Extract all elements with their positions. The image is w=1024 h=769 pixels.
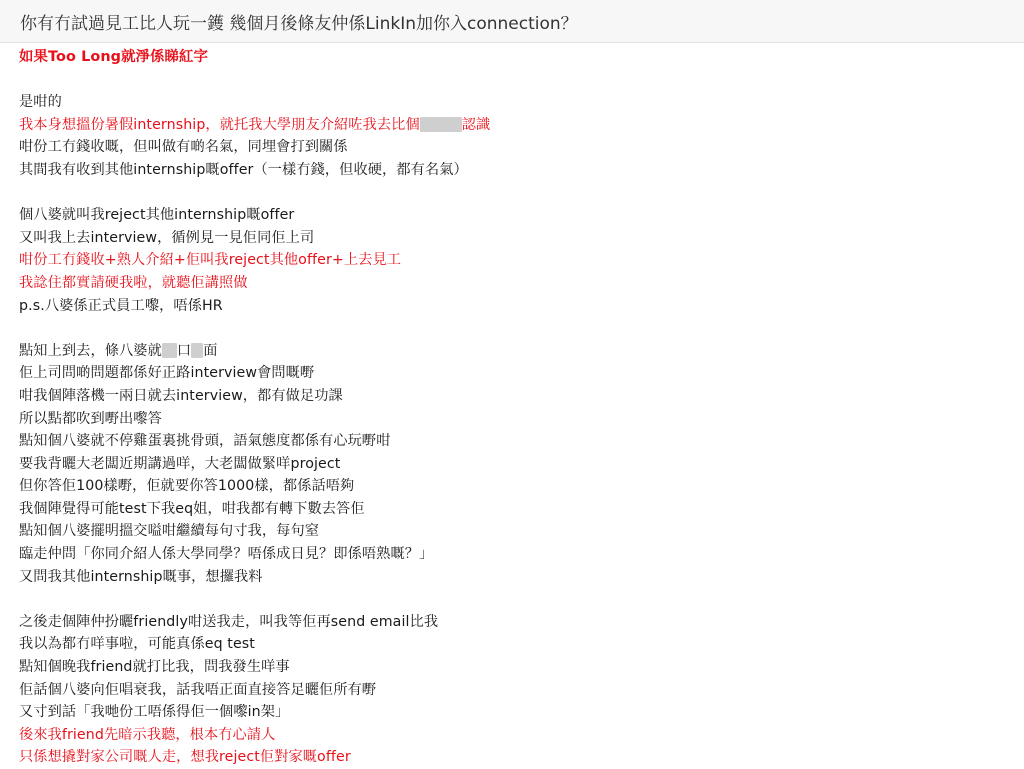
text-line: 但你答佢100樣嘢，佢就要你答1000樣，都係話唔夠 bbox=[19, 478, 355, 495]
redacted-block bbox=[191, 343, 203, 358]
text-line bbox=[19, 340, 1024, 363]
paragraph-gap bbox=[19, 182, 1024, 205]
text-segment: 口 bbox=[176, 342, 192, 359]
text-line-highlight: 只係想撬對家公司嘅人走，想我reject佢對家嘅offer bbox=[19, 749, 351, 766]
text-line: 是咁的 bbox=[19, 94, 62, 111]
text-line: 佢話個八婆向佢唱衰我，話我唔正面直接答足曬佢所有嘢 bbox=[19, 681, 377, 698]
text-line: 又寸到話「我哋份工唔係得佢一個嚟in架」 bbox=[19, 704, 290, 721]
text-line: 之後走個陣仲扮曬friendly咁送我走，叫我等佢再send email比我 bbox=[19, 613, 439, 630]
paragraph-1 bbox=[19, 91, 1024, 181]
redacted-block bbox=[420, 117, 462, 132]
text-line: 咁我個陣落機一兩日就去interview，都有做足功課 bbox=[19, 387, 343, 404]
text-line: 又問我其他internship嘅事，想攞我料 bbox=[19, 568, 263, 585]
text-segment: 面 bbox=[203, 342, 218, 359]
paragraph-4 bbox=[19, 611, 1024, 769]
paragraph-3 bbox=[19, 340, 1024, 589]
paragraph-gap bbox=[19, 588, 1024, 611]
text-line: 點知個八婆擺明搵交嗌咁繼續每句寸我，每句窒 bbox=[19, 523, 320, 540]
tldr-note: 如果Too Long就淨係睇紅字 bbox=[19, 49, 209, 65]
text-line: 點知個晚我friend就打比我，問我發生咩事 bbox=[19, 659, 290, 676]
text-line: 要我背曬大老闆近期講過咩，大老闆做緊咩project bbox=[19, 455, 341, 472]
text-line: 點知個八婆就不停雞蛋裏挑骨頭，語氣態度都係有心玩嘢咁 bbox=[19, 433, 391, 450]
text-line: 佢上司問啲問題都係好正路interview會問嘅嘢 bbox=[19, 365, 315, 382]
text-segment: 點知上到去，條八婆就 bbox=[19, 342, 162, 359]
text-line: 又叫我上去interview，循例見一見佢同佢上司 bbox=[19, 229, 315, 246]
post-title: 你有冇試過見工比人玩一鑊 幾個月後條友仲係LinkIn加你入connection？ bbox=[20, 13, 578, 34]
text-line-highlight: 咁份工冇錢收+熟人介紹+佢叫我reject其他offer+上去見工 bbox=[19, 252, 402, 269]
text-line-highlight: 我諗住都實請硬我啦，就聽佢講照做 bbox=[19, 274, 248, 291]
text-line: 臨走仲問「你同介紹人係大學同學？唔係成日見？即係唔熟嘅？」 bbox=[19, 546, 434, 563]
text-line: 咁份工冇錢收嘅，但叫做有啲名氣，同埋會打到關係 bbox=[19, 139, 348, 156]
paragraph-gap bbox=[19, 317, 1024, 340]
text-line: 我個陣覺得可能test下我eq姐，咁我都有轉下數去答佢 bbox=[19, 500, 365, 517]
text-line: 其間我有收到其他internship嘅offer（一樣冇錢，但收硬，都有名氣） bbox=[19, 161, 468, 178]
text-line-highlight bbox=[19, 114, 1024, 137]
text-line: 所以點都吹到嘢出嚟答 bbox=[19, 410, 162, 427]
text-line-highlight: 後來我friend先暗示我聽，根本冇心請人 bbox=[19, 726, 276, 743]
text-segment: 認識 bbox=[461, 116, 491, 133]
paragraph-2 bbox=[19, 204, 1024, 317]
text-line: 個八婆就叫我reject其他internship嘅offer bbox=[19, 207, 295, 224]
text-line: 我以為都冇咩事啦，可能真係eq test bbox=[19, 636, 255, 653]
text-line: p.s.八婆係正式員工嚟，唔係HR bbox=[19, 297, 223, 314]
paragraph-gap bbox=[19, 69, 1024, 92]
text-segment: 我本身想搵份暑假internship，就托我大學朋友介紹咗我去比個 bbox=[19, 116, 420, 133]
post-body bbox=[0, 46, 1024, 769]
redacted-block bbox=[162, 343, 177, 358]
post-title-bar bbox=[0, 0, 1024, 43]
